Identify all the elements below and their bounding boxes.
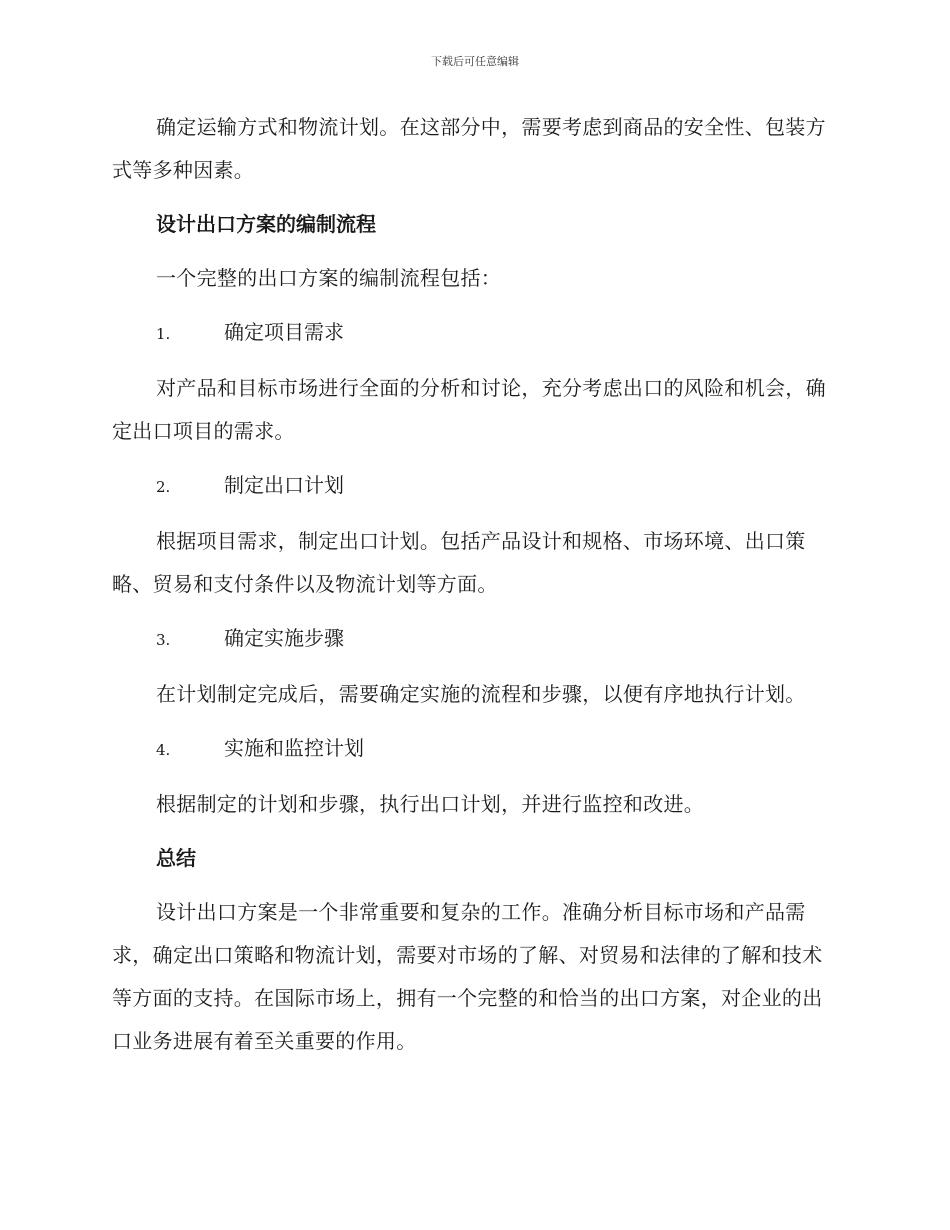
section-heading-process: 设计出口方案的编制流程 xyxy=(156,212,376,236)
list-item-title: 确定实施步骤 xyxy=(224,626,344,650)
list-number: 1. xyxy=(156,325,171,343)
list-number: 4. xyxy=(156,741,171,759)
list-number: 3. xyxy=(156,631,171,649)
section-heading-summary: 总结 xyxy=(156,846,196,870)
list-item-title: 确定项目需求 xyxy=(224,320,344,344)
list-item-1 xyxy=(112,311,832,356)
list-item-description: 在计划制定完成后，需要确定实施的流程和步骤，以便有序地执行计划。 xyxy=(156,682,806,706)
list-item-description: 根据项目需求，制定出口计划。包括产品设计和规格、市场环境、出口策略、贸易和支付条件以及物流计划等方面。 xyxy=(112,529,806,596)
paragraph-logistics: 确定运输方式和物流计划。在这部分中，需要考虑到商品的安全性、包装方式等多种因素。 xyxy=(112,115,826,182)
list-number: 2. xyxy=(156,478,171,496)
list-item-4 xyxy=(112,727,832,772)
list-item-3 xyxy=(112,617,832,662)
document-body xyxy=(112,106,832,1063)
page-header: 下载后可任意编辑 xyxy=(431,55,519,68)
list-item-title: 制定出口计划 xyxy=(224,473,344,497)
list-item-description: 根据制定的计划和步骤，执行出口计划，并进行监控和改进。 xyxy=(156,792,705,816)
paragraph-process-intro: 一个完整的出口方案的编制流程包括： xyxy=(156,266,502,290)
list-item-2 xyxy=(112,464,832,509)
list-item-title: 实施和监控计划 xyxy=(224,736,364,760)
paragraph-summary: 设计出口方案是一个非常重要和复杂的工作。准确分析目标市场和产品需求，确定出口策略和物流计划，需要对市场的了解、对贸易和法律的了解和技术等方面的支持。在国际市场上，拥有一个完整的和恰当的出口方案，对企业的出口业务进展有着至关重要的作用。 xyxy=(112,900,823,1053)
list-item-description: 对产品和目标市场进行全面的分析和讨论，充分考虑出口的风险和机会，确定出口项目的需求。 xyxy=(112,376,826,443)
